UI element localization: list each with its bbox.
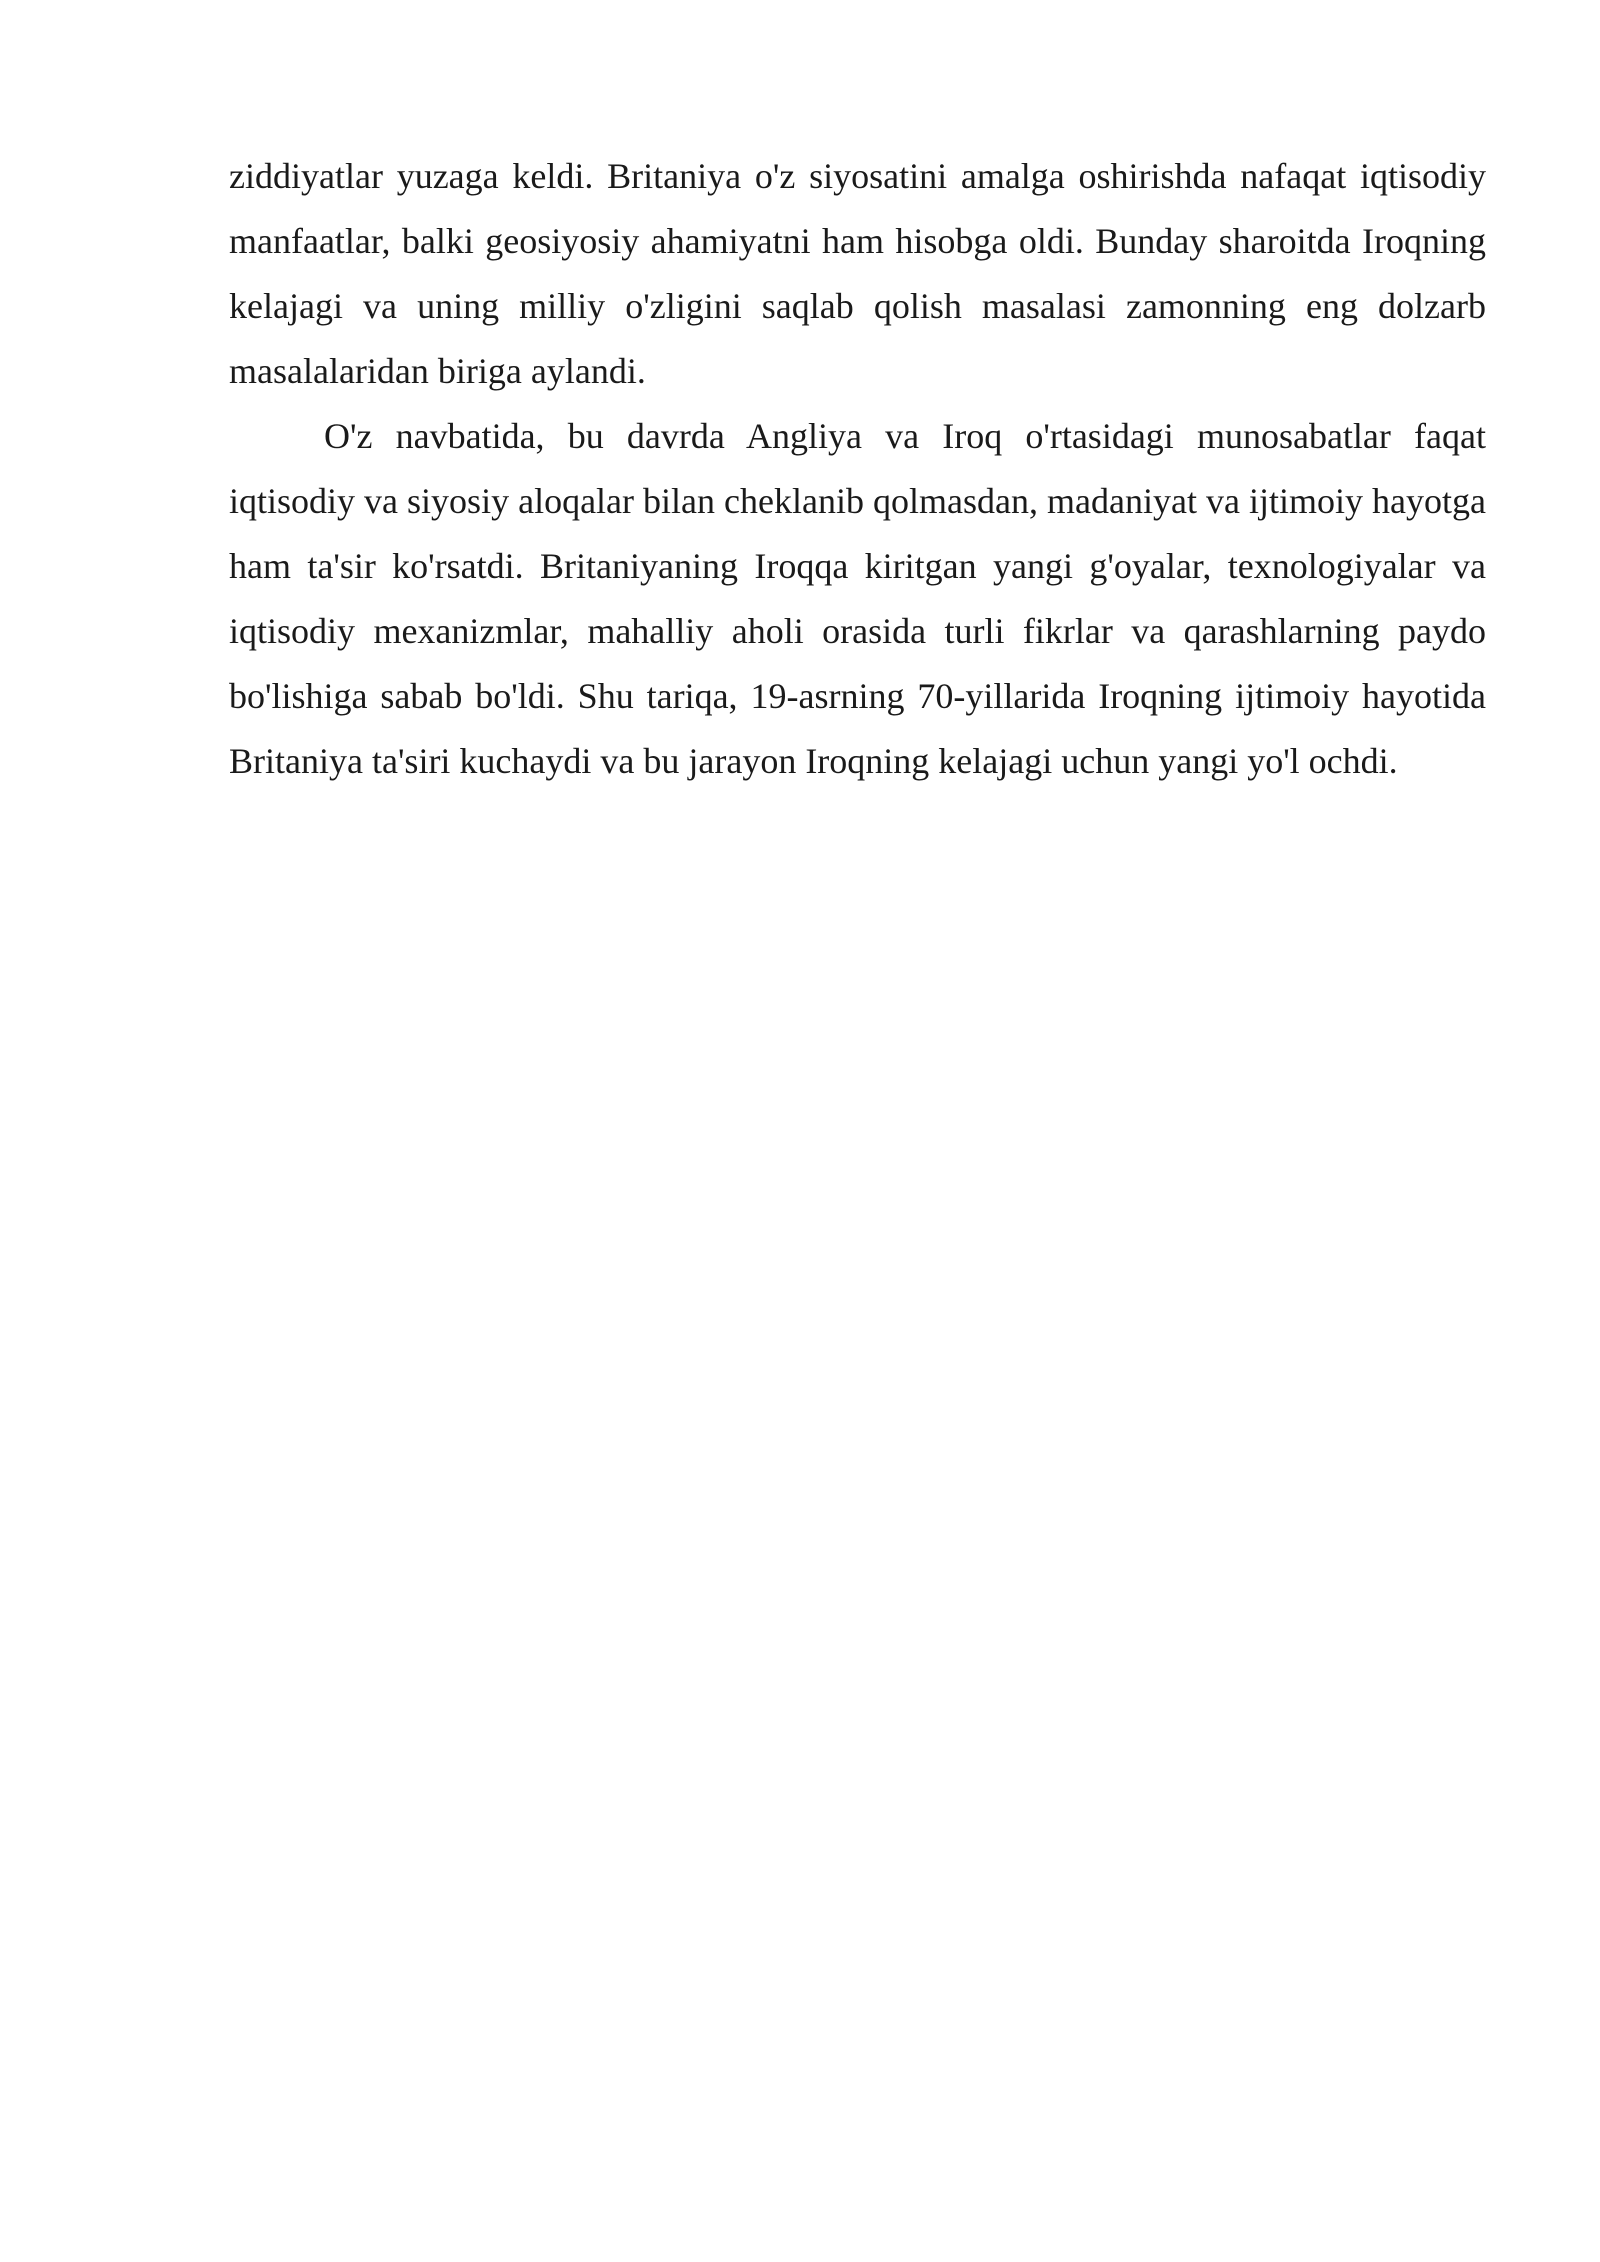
paragraph-1: ziddiyatlar yuzaga keldi. Britaniya o'z siyosatini amalga oshirishda nafaqat iqtisodiy manfaatlar, balki geosiyosiy ahamiyatni ham hisobga oldi. Bunday sharoitda Iroqning kelajagi va uning milliy o'zligini saqlab qolish masalasi zamonning eng dolzarb masalalaridan biriga aylandi. (229, 156, 1486, 391)
document-body (229, 144, 1486, 794)
paragraph-2: O'z navbatida, bu davrda Angliya va Iroq o'rtasidagi munosabatlar faqat iqtisodiy va siyosiy aloqalar bilan cheklanib qolmasdan, madaniyat va ijtimoiy hayotga ham ta'sir ko'rsatdi. Britaniyaning Iroqqa kiritgan yangi g'oyalar, texnologiyalar va iqtisodiy mexanizmlar, mahalliy aholi orasida turli fikrlar va qarashlarning paydo bo'lishiga sabab bo'ldi. Shu tariqa, 19-asrning 70-yillarida Iroqning ijtimoiy hayotida Britaniya ta'siri kuchaydi va bu jarayon Iroqning kelajagi uchun yangi yo'l ochdi. (229, 416, 1486, 781)
